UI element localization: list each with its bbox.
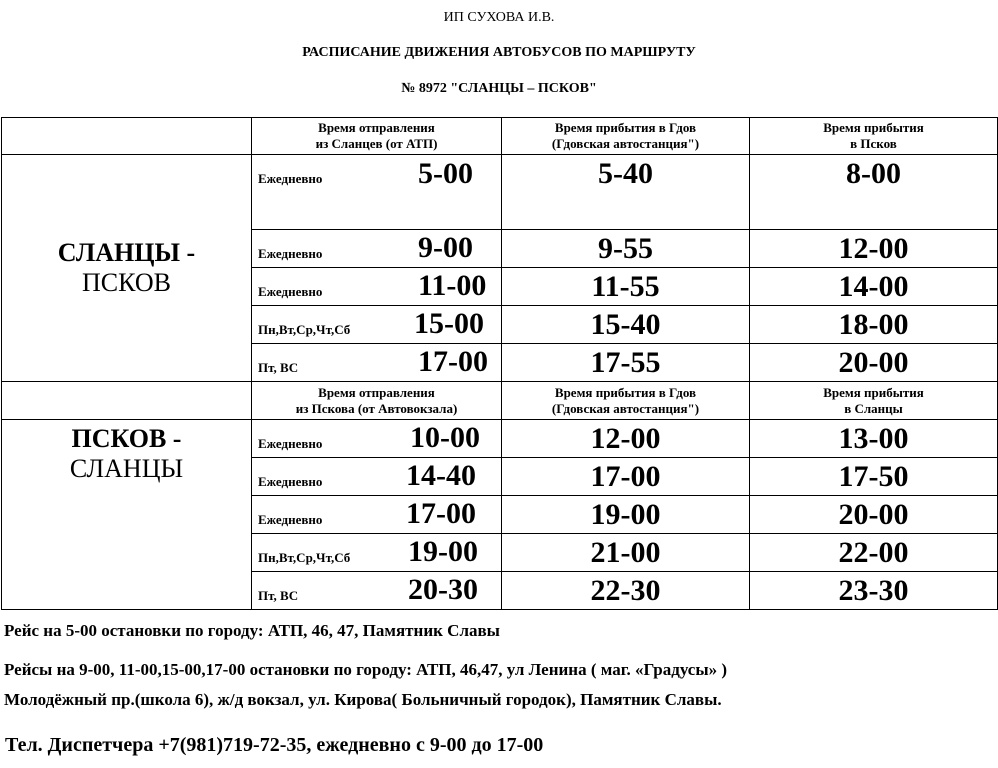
blank-corner-cell	[2, 118, 252, 155]
route-number-title: № 8972 "СЛАНЦЫ – ПСКОВ"	[401, 81, 597, 96]
departure-cell	[252, 420, 502, 458]
dispatcher-phone: Тел. Диспетчера +7(981)719-72-35, ежедневно с 9-00 до 17-00	[5, 734, 544, 756]
departure-time: 10-00	[410, 421, 480, 454]
gdov-arrival-time: 19-00	[502, 496, 750, 534]
route-label-line2: ПСКОВ	[82, 268, 171, 297]
stops-note-other-line1: Рейсы на 9-00, 11-00,15-00,17-00 остановки по городу: АТП, 46,47, ул Ленина ( маг. «Градусы» )	[4, 660, 728, 679]
schedule-title: РАСПИСАНИЕ ДВИЖЕНИЯ АВТОБУСОВ ПО МАРШРУТУ	[302, 45, 696, 60]
gdov-arrival-time: 12-00	[502, 420, 750, 458]
gdov-arrival-time: 5-40	[502, 155, 750, 230]
departure-cell	[252, 268, 502, 306]
gdov-arrival-time: 11-55	[502, 268, 750, 306]
gdov-arrival-time: 15-40	[502, 306, 750, 344]
final-arrival-time: 20-00	[750, 496, 998, 534]
departure-cell	[252, 572, 502, 610]
departure-cell	[252, 534, 502, 572]
days-label: Ежедневно	[258, 171, 323, 186]
stops-note-other-line2: Молодёжный пр.(школа 6), ж/д вокзал, ул. Кирова( Больничный городок), Памятник Славы.	[4, 690, 722, 709]
final-arrival-time: 23-30	[750, 572, 998, 610]
departure-time: 5-00	[418, 157, 473, 190]
final-arrival-time: 18-00	[750, 306, 998, 344]
table-row	[2, 420, 998, 458]
departure-column-header: Время отправления из Пскова (от Автовокзала)	[252, 382, 502, 420]
section2-header-row	[2, 382, 998, 420]
blank-corner-cell	[2, 382, 252, 420]
days-label: Пн,Вт,Ср,Чт,Сб	[258, 550, 351, 565]
gdov-arrival-time: 17-00	[502, 458, 750, 496]
gdov-column-header: Время прибытия в Гдов (Гдовская автостанция")	[502, 118, 750, 155]
gdov-column-header: Время прибытия в Гдов (Гдовская автостанция")	[502, 382, 750, 420]
gdov-arrival-time: 9-55	[502, 230, 750, 268]
departure-time: 17-00	[406, 497, 476, 530]
gdov-arrival-time: 21-00	[502, 534, 750, 572]
final-arrival-time: 8-00	[750, 155, 998, 230]
departure-time: 14-40	[406, 459, 476, 492]
departure-time: 20-30	[408, 573, 478, 606]
final-arrival-time: 13-00	[750, 420, 998, 458]
route-label-line1: СЛАНЦЫ -	[57, 238, 196, 267]
days-label: Ежедневно	[258, 246, 323, 261]
departure-cell	[252, 344, 502, 382]
gdov-arrival-time: 22-30	[502, 572, 750, 610]
gdov-arrival-time: 17-55	[502, 344, 750, 382]
days-label: Ежедневно	[258, 284, 323, 299]
final-arrival-time: 12-00	[750, 230, 998, 268]
final-arrival-time: 20-00	[750, 344, 998, 382]
departure-time: 17-00	[418, 345, 488, 378]
days-label: Ежедневно	[258, 474, 323, 489]
stops-note-5am: Рейс на 5-00 остановки по городу: АТП, 46, 47, Памятник Славы	[4, 621, 500, 640]
final-arrival-time: 17-50	[750, 458, 998, 496]
route-label-cell	[2, 420, 252, 610]
route-label-line1: ПСКОВ -	[71, 424, 182, 453]
days-label: Пт, ВС	[258, 360, 299, 375]
final-arrival-time: 14-00	[750, 268, 998, 306]
arrival-column-header: Время прибытия в Псков	[750, 118, 998, 155]
departure-time: 19-00	[408, 535, 478, 568]
departure-cell	[252, 458, 502, 496]
departure-time: 9-00	[418, 231, 473, 264]
departure-cell	[252, 155, 502, 230]
days-label: Пн,Вт,Ср,Чт,Сб	[258, 322, 351, 337]
arrival-column-header: Время прибытия в Сланцы	[750, 382, 998, 420]
departure-time: 15-00	[414, 307, 484, 340]
departure-cell	[252, 306, 502, 344]
final-arrival-time: 22-00	[750, 534, 998, 572]
table-row	[2, 155, 998, 230]
section1-header-row	[2, 118, 998, 155]
days-label: Ежедневно	[258, 436, 323, 451]
departure-column-header: Время отправления из Сланцев (от АТП)	[252, 118, 502, 155]
route-label-line2: СЛАНЦЫ	[69, 454, 184, 483]
departure-cell	[252, 230, 502, 268]
days-label: Пт, ВС	[258, 588, 299, 603]
departure-cell	[252, 496, 502, 534]
departure-time: 11-00	[418, 269, 487, 302]
days-label: Ежедневно	[258, 512, 323, 527]
org-name: ИП СУХОВА И.В.	[443, 10, 555, 25]
route-label-cell	[2, 155, 252, 382]
schedule-table	[1, 117, 998, 610]
